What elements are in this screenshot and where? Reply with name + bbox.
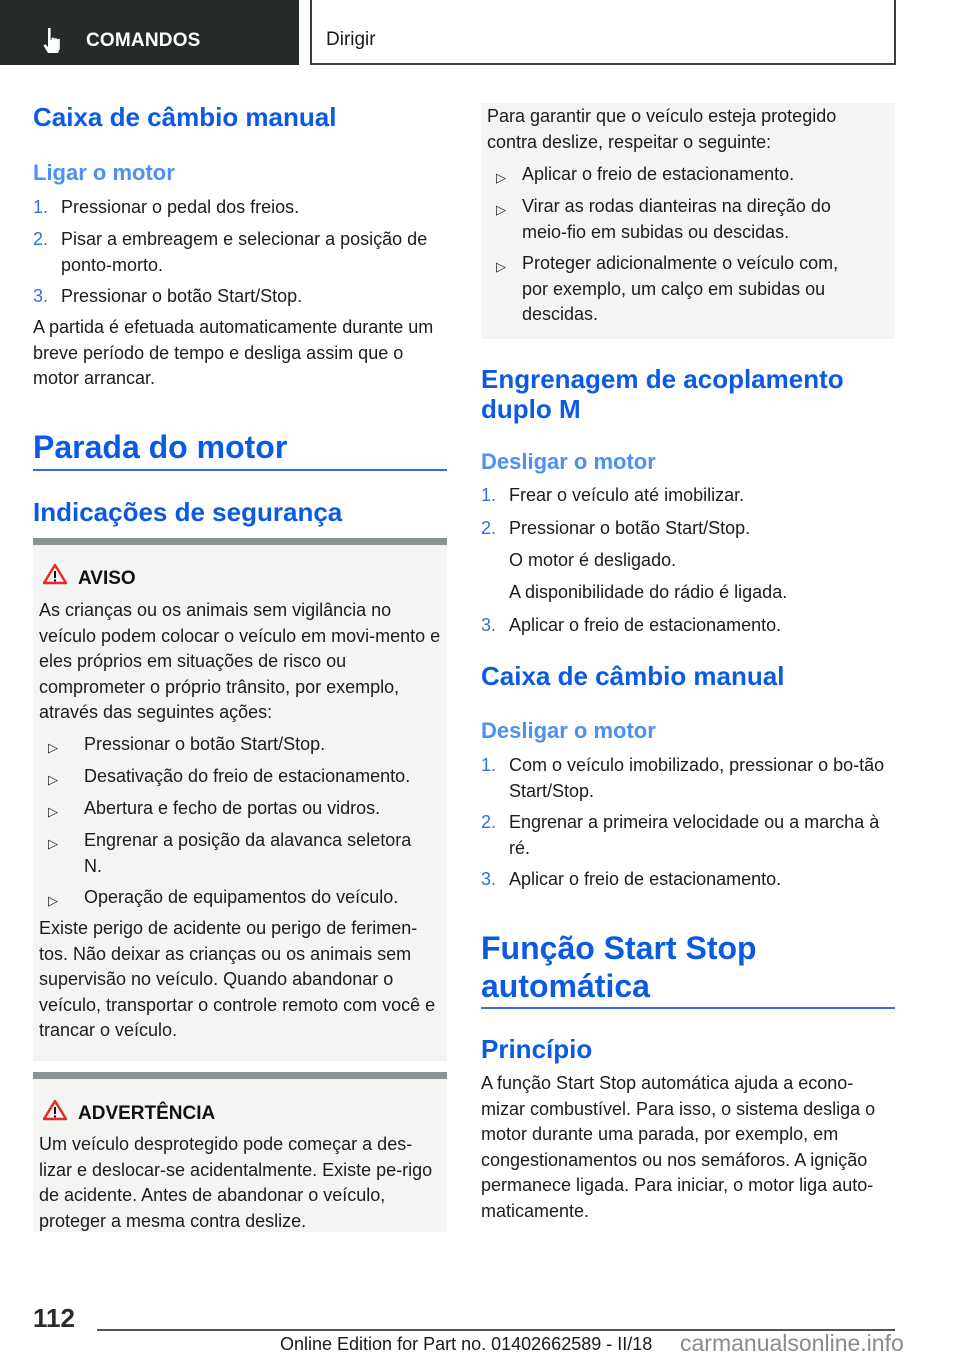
box-top-bar [33,1072,447,1079]
paragraph-partida: A partida é efetuada automaticamente durante um breve período de tempo e desliga assim que o motor arrancar. [33,317,434,388]
heading-parada-motor: Parada do motor [33,429,288,465]
heading-indicacoes-seguranca: Indicações de segurança [33,497,343,527]
bullet-triangle-icon: ▷ [48,740,58,755]
box-intro: Para garantir que o veículo esteja protegido contra deslize, respeitar o seguinte: [487,106,837,152]
chapter-label: Dirigir [326,29,376,50]
warning-title: ADVERTÊNCIA [78,1103,216,1124]
bullet-triangle-icon: ▷ [48,893,58,908]
bullet-triangle-icon: ▷ [496,170,506,185]
footer-watermark[interactable]: carmanualsonline.info [680,1330,904,1356]
heading-principio: Princípio [481,1034,593,1064]
heading-ligar-motor: Ligar o motor [33,160,175,185]
warning-outro: Existe perigo de acidente ou perigo de ferimen-tos. Não deixar as crianças ou os animais sem supervisão no veículo. Quando abandonar o veículo, transportar o controle remoto com você e trancar o veículo. [39,918,436,1040]
list-item: 2. Engrenar a primeira velocidade ou a marcha à ré. [481,812,880,858]
warning-text: Um veículo desprotegido pode começar a des-lizar e deslocar-se acidentalmente. Existe pe-rigo de acidente. Antes de abandonar o veículo, proteger a mesma contra deslize. [39,1134,433,1231]
step-note: A disponibilidade do rádio é ligada. [509,582,788,602]
heading-caixa-cambio-2: Caixa de câmbio manual [481,661,785,691]
bullet-triangle-icon: ▷ [496,259,506,274]
heading-engrenagem: Engrenagem de acoplamento duplo M [481,364,844,424]
paragraph-principio: A função Start Stop automática ajuda a econo-mizar combustível. Para isso, o sistema desliga o motor durante uma parada, por exemplo, em congestionamentos ou nos semáforos. A ignição permanece ligada. Para iniciar, o motor liga auto-maticamente. [481,1073,876,1221]
list-item: 1. Pressionar o pedal dos freios. [33,197,300,217]
bullet-triangle-icon: ▷ [48,804,58,819]
heading-rule [481,1007,895,1009]
step-note: O motor é desligado. [509,550,677,570]
warning-intro: As crianças ou os animais sem vigilância no veículo podem colocar o veículo em movi-mento e eles próprios em situações de risco ou comprometer o próprio trânsito, por exemplo, através das seguintes ações: [39,600,441,722]
list-item: 2. Pisar a embreagem e selecionar a posição de ponto-morto. [33,229,428,275]
heading-desligar-motor-2: Desligar o motor [481,718,656,743]
bullet-triangle-icon: ▷ [48,836,58,851]
pointing-hand-icon [40,27,64,55]
list-item: 3. Pressionar o botão Start/Stop. [33,286,303,306]
page-number: 112 [33,1303,75,1333]
warning-triangle-icon [42,563,68,585]
bullet-item: ▷ Virar as rodas dianteiras na direção do meio-fio em subidas ou descidas. [496,196,831,242]
heading-desligar-motor: Desligar o motor [481,449,656,474]
heading-caixa-cambio: Caixa de câmbio manual [33,102,337,132]
section-tab[interactable] [0,0,299,65]
box-top-bar [33,538,447,545]
list-item: 1. Com o veículo imobilizado, pressionar o bo-tão Start/Stop. [481,755,885,801]
bullet-triangle-icon: ▷ [496,202,506,217]
bullet-triangle-icon: ▷ [48,772,58,787]
warning-box-advertencia [33,1072,447,1232]
section-label: COMANDOS [86,30,201,51]
bullet-item: ▷ Proteger adicionalmente o veículo com, por exemplo, um calço em subidas ou descidas. [496,253,839,324]
warning-box-aviso: AVISO As crianças ou os animais sem vigilância no veículo podem colocar o veículo em movi-mento e eles próprios em situações de risco ou comprometer o próprio trânsito, por exemplo, através das seguintes ações: ▷ Pressionar o botão Start/Stop. ▷ Desativação do freio de estacionamento. ▷ Abertura e fecho de portas ou vidros. ▷ Engrenar a posição da alavanca seletora N. ▷ Operação de equipamentos do veículo. Existe perigo de acidente ou perigo de ferimen-tos. Não deixar as crianças ou os animais sem supervisão no veículo. Quando abandonar o veículo, transportar o controle remoto com você e trancar o veículo. [33,538,447,1061]
warning-triangle-icon [42,1099,68,1121]
heading-rule [33,469,447,471]
continued-warning-box: Para garantir que o veículo esteja protegido contra deslize, respeitar o seguinte: ▷ Aplicar o freio de estacionamento. ▷ Virar as rodas dianteiras na direção do meio-fio em subidas ou descidas. ▷ Proteger adicionalmente o veículo com, por exemplo, um calço em subidas ou descidas. [481,103,895,339]
heading-funcao-start-stop: Função Start Stop automática [481,930,757,1004]
footer-edition: Online Edition for Part no. 01402662589 - II/18 [280,1334,653,1354]
chapter-tab[interactable] [310,0,896,65]
bullet-item: ▷ Engrenar a posição da alavanca seletora N. [48,830,412,876]
warning-title: AVISO [78,568,136,589]
